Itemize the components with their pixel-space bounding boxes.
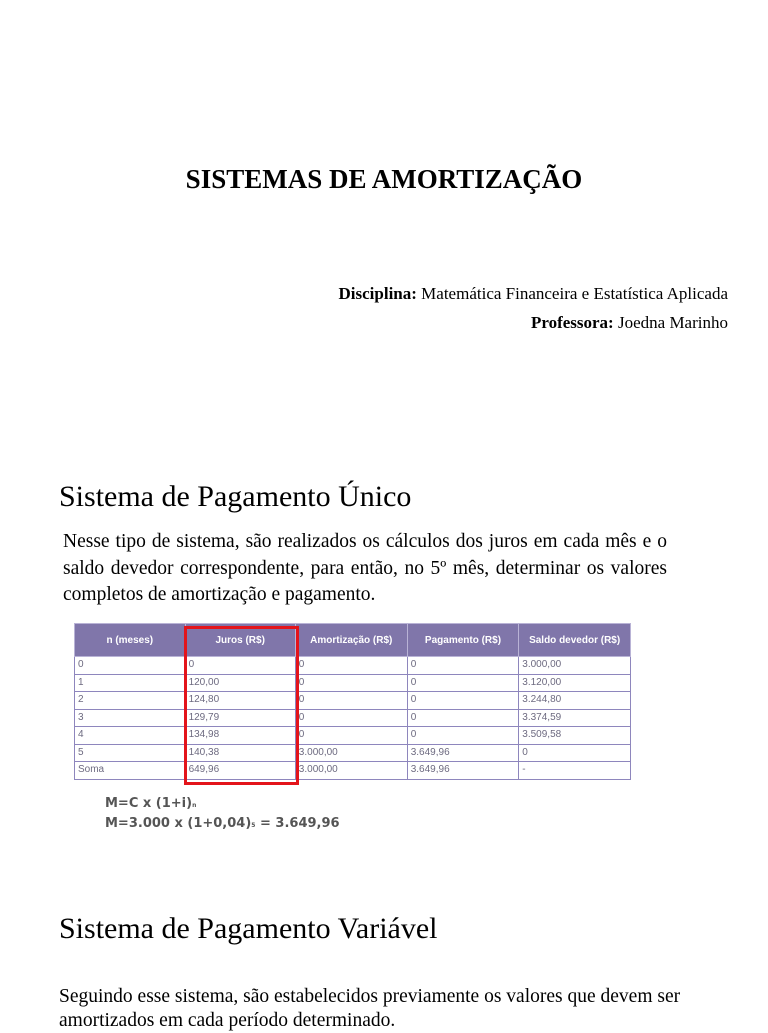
table-cell: 120,00 [185,674,295,692]
amortization-table [74,623,631,780]
table-cell: 0 [407,657,519,675]
column-header: Juros (R$) [185,624,295,657]
table-row [75,674,631,692]
formula-subscript: n [192,802,197,809]
section-heading-single-payment: Sistema de Pagamento Único [59,480,412,513]
discipline-line [339,284,728,304]
table-cell: 5 [75,744,186,762]
table-cell: 3.649,96 [407,762,519,780]
section-text-single-payment: Nesse tipo de sistema, são realizados os cálculos dos juros em cada mês e o saldo devedor correspondente, para então, no 5º mês, determinar os valores completos de amortização e pagamento. [63,531,667,605]
table-cell: 0 [75,657,186,675]
table-cell: - [519,762,631,780]
discipline-label: Disciplina: [338,284,417,303]
professor-label: Professora: [530,313,614,332]
formula-line-2 [105,815,340,835]
table-cell: 3.244,80 [519,692,631,710]
table-cell: 0 [407,709,519,727]
formula-text: M=3.000 x (1+0,04) [105,816,252,831]
section-text-variable-payment: Seguindo esse sistema, são estabelecidos previamente os valores que devem ser amortizados em cada período determinado. [59,986,681,1031]
table-row [75,727,631,745]
table-cell: 0 [295,692,407,710]
table-cell: Soma [75,762,186,780]
table-cell: 3.649,96 [407,744,519,762]
table-row [75,657,631,675]
formula-text: M=C x (1+i) [105,796,193,811]
discipline-value: Matemática Financeira e Estatística Aplicada [421,284,728,303]
column-header: Pagamento (R$) [407,624,519,657]
table-cell: 124,80 [185,692,295,710]
table-row [75,709,631,727]
table-cell: 0 [185,657,295,675]
table-row-total [75,762,631,780]
table-cell: 3 [75,709,186,727]
table-row [75,744,631,762]
table-cell: 2 [75,692,186,710]
column-header: n (meses) [75,624,186,657]
formula-result: = 3.649,96 [255,816,340,831]
table-cell: 3.120,00 [519,674,631,692]
table-cell: 649,96 [185,762,295,780]
table-cell: 140,38 [185,744,295,762]
interest-column-highlight [184,626,299,785]
formula-line-1 [105,795,340,815]
table-cell: 129,79 [185,709,295,727]
table-cell: 0 [295,674,407,692]
table-cell: 0 [295,657,407,675]
table-header-row [75,624,631,657]
table-cell: 4 [75,727,186,745]
table-cell: 0 [295,727,407,745]
professor-value: Joedna Marinho [617,313,728,332]
table-cell: 0 [407,692,519,710]
table-cell: 0 [407,727,519,745]
table-cell: 0 [519,744,631,762]
table-cell: 3.000,00 [519,657,631,675]
table-cell: 3.374,59 [519,709,631,727]
table-cell: 0 [295,709,407,727]
table-cell: 3.000,00 [295,762,407,780]
compound-interest-formula [105,795,340,835]
table-cell: 3.000,00 [295,744,407,762]
table-cell: 3.509,58 [519,727,631,745]
table-cell: 0 [407,674,519,692]
column-header: Amortização (R$) [295,624,407,657]
table-row [75,692,631,710]
formula-subscript: 5 [251,822,256,829]
table-cell: 134,98 [185,727,295,745]
table-cell: 1 [75,674,186,692]
page-title: SISTEMAS DE AMORTIZAÇÃO [185,164,583,194]
column-header: Saldo devedor (R$) [519,624,631,657]
section-heading-variable-payment: Sistema de Pagamento Variável [59,912,438,945]
professor-line [531,313,728,333]
